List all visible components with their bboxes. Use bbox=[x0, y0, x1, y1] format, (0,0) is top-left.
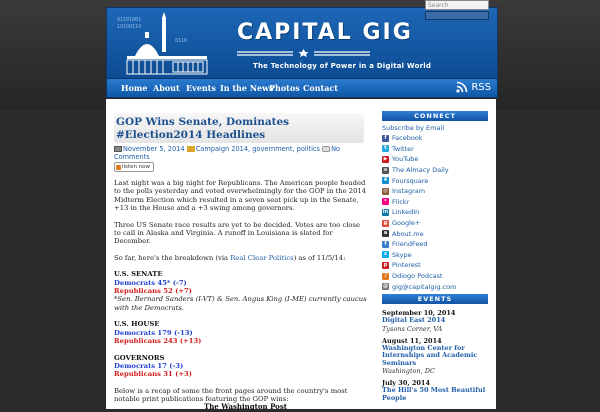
social-link-facebook[interactable] bbox=[382, 133, 490, 144]
friendfeed-icon: f bbox=[382, 241, 389, 248]
breakdown-text: ) as of 11/5/14: bbox=[293, 253, 346, 262]
events-list bbox=[382, 305, 488, 403]
social-link-about-me[interactable] bbox=[382, 228, 490, 239]
event-date: September 10, 2014 bbox=[382, 309, 456, 317]
governors-democrats: Democrats 17 (-3) bbox=[114, 361, 184, 370]
events-heading: EVENTS bbox=[382, 294, 488, 304]
sidebar bbox=[382, 105, 490, 405]
rss-link[interactable] bbox=[456, 81, 491, 93]
social-link-label: Skype bbox=[392, 250, 412, 259]
rss-label: RSS bbox=[471, 81, 491, 93]
post-body bbox=[114, 179, 368, 412]
newspaper-icon: ≡ bbox=[383, 166, 388, 173]
social-link-label: YouTube bbox=[392, 155, 419, 164]
social-link-label: Flickr bbox=[392, 197, 410, 206]
site-tagline: The Technology of Power in a Digital World bbox=[253, 62, 432, 70]
social-link-flickr[interactable] bbox=[382, 197, 490, 208]
subscribe-email-link[interactable]: Subscribe by Email bbox=[382, 124, 445, 132]
foursquare-icon: 4 bbox=[383, 177, 388, 184]
social-link-label: Odiogo Podcast bbox=[392, 272, 443, 281]
search-button[interactable] bbox=[425, 11, 489, 20]
senate-results bbox=[114, 270, 368, 312]
svg-text:0110: 0110 bbox=[175, 38, 188, 44]
senate-republicans: Republicans 52 (+7) bbox=[114, 287, 192, 296]
comment-icon bbox=[322, 146, 330, 152]
social-link-the-almacy-daily[interactable] bbox=[382, 165, 490, 176]
rss-icon bbox=[456, 81, 468, 93]
social-link-label: Pinterest bbox=[392, 261, 421, 270]
nav-item-about[interactable]: About bbox=[153, 83, 180, 93]
event-location: Tysons Corner, VA bbox=[382, 324, 443, 333]
content-area bbox=[106, 99, 496, 409]
breakdown-text: So far, here's the breakdown (via bbox=[114, 253, 231, 262]
site-logo[interactable]: CAPITAL GIG bbox=[237, 20, 413, 45]
main-nav bbox=[106, 78, 498, 98]
social-link-instagram[interactable] bbox=[382, 186, 490, 197]
flickr-icon: • bbox=[383, 198, 388, 205]
capitol-building-logo bbox=[115, 12, 225, 78]
social-link-foursquare[interactable] bbox=[382, 175, 490, 186]
event-location: Washington, DC bbox=[382, 367, 435, 376]
social-link-label: Facebook bbox=[392, 134, 423, 143]
svg-text:01101001: 01101001 bbox=[117, 17, 142, 23]
post-paragraph: Last night was a big night for Republicans. The American people headed to the polls yesterday and voted overwhelmingly for the GOP in the 2014 Midterm Election which resulted in a seven seat pick up in the Senate, +13 in the House and a +3 swing among governors. bbox=[114, 179, 367, 213]
social-link-pinterest[interactable] bbox=[382, 260, 490, 271]
skype-icon: s bbox=[382, 251, 389, 258]
post-meta bbox=[114, 145, 368, 161]
pinterest-icon: p bbox=[383, 261, 388, 268]
event-date: August 11, 2014 bbox=[382, 336, 442, 345]
podcast-icon: ♪ bbox=[383, 272, 388, 279]
social-link-label: LinkedIn bbox=[392, 208, 420, 217]
social-link-friendfeed[interactable] bbox=[382, 239, 490, 250]
social-link-odiogo-podcast[interactable] bbox=[382, 271, 490, 282]
governors-republicans: Republicans 31 (+3) bbox=[114, 370, 192, 379]
svg-text:10100110: 10100110 bbox=[117, 24, 142, 30]
social-links bbox=[382, 133, 490, 292]
house-results bbox=[114, 320, 368, 345]
speaker-icon bbox=[116, 165, 121, 170]
social-link-label: Foursquare bbox=[392, 176, 429, 185]
house-heading: U.S. HOUSE bbox=[114, 320, 160, 329]
post-paragraph bbox=[114, 254, 368, 262]
social-link-label: FriendFeed bbox=[392, 240, 428, 249]
folder-icon bbox=[187, 146, 195, 152]
listen-now-label: listen now bbox=[122, 164, 151, 170]
event-title-link[interactable]: The Hill's 50 Most Beautiful People bbox=[382, 386, 486, 402]
linkedin-icon: in bbox=[382, 208, 389, 215]
senate-heading: U.S. SENATE bbox=[114, 270, 163, 279]
googleplus-icon: g bbox=[383, 219, 388, 226]
event-title-link[interactable]: Washington Center for Internships and Academic Seminars bbox=[382, 343, 478, 367]
social-link-skype[interactable] bbox=[382, 250, 490, 261]
senate-note: *Sen. Bernard Sanders (I-VT) & Sen. Angus King (I-ME) currently caucus with the Democrats. bbox=[114, 295, 367, 312]
post-paragraph: Below is a recap of some the front pages around the country's most notable print publications featuring the GOP wins: bbox=[114, 386, 348, 404]
social-link-label: Twitter bbox=[392, 144, 414, 153]
house-democrats: Democrats 179 (-13) bbox=[114, 328, 193, 337]
main-column bbox=[114, 105, 376, 411]
star-divider bbox=[237, 49, 370, 57]
social-link-google-[interactable] bbox=[382, 218, 490, 229]
social-link-label: Instagram bbox=[392, 187, 426, 196]
real-clear-politics-link[interactable]: Real Clear Politics bbox=[230, 253, 294, 262]
facebook-icon: f bbox=[382, 135, 389, 142]
nav-item-in-the-news[interactable]: In the News bbox=[220, 83, 274, 93]
email-icon: @ bbox=[383, 283, 388, 290]
calendar-icon bbox=[114, 146, 122, 152]
social-link-linkedin[interactable] bbox=[382, 207, 490, 218]
post-title[interactable]: GOP Wins Senate, Dominates #Election2014 Headlines bbox=[116, 116, 290, 141]
twitter-icon: t bbox=[382, 145, 389, 152]
aboutme-icon: a bbox=[383, 230, 388, 237]
nav-item-home[interactable]: Home bbox=[121, 83, 148, 93]
social-link-label: About.me bbox=[392, 229, 424, 238]
social-link-twitter[interactable] bbox=[382, 144, 490, 155]
post-paragraph: Three US Senate race results are yet to be decided. Votes are too close to call in Alaska and Virginia. A runoff in Louisiana is slated for December. bbox=[114, 220, 360, 246]
nav-item-events[interactable]: Events bbox=[186, 83, 216, 93]
social-link-label: The Almacy Daily bbox=[392, 166, 449, 175]
instagram-icon: ◎ bbox=[383, 187, 388, 194]
connect-heading: CONNECT bbox=[382, 111, 488, 121]
governor-results bbox=[114, 354, 368, 379]
governors-heading: GOVERNORS bbox=[114, 353, 165, 362]
social-link-label: gig@capitalgig.com bbox=[392, 282, 457, 291]
house-republicans: Republicans 243 (+13) bbox=[114, 337, 202, 346]
washington-post-caption: The Washington Post bbox=[204, 402, 287, 411]
post-comments-link[interactable]: No Comments bbox=[114, 145, 341, 161]
event-title-link[interactable]: Digital East 2014 bbox=[382, 316, 446, 324]
search-input[interactable]: Search bbox=[425, 0, 489, 10]
social-link-label: Google+ bbox=[392, 219, 421, 228]
event-date: July 30, 2014 bbox=[382, 379, 430, 388]
nav-item-contact[interactable]: Contact bbox=[303, 83, 338, 93]
listen-now-button[interactable] bbox=[114, 162, 154, 172]
post-categories[interactable]: Campaign 2014, government, politics bbox=[195, 145, 320, 153]
social-link-youtube[interactable] bbox=[382, 154, 490, 165]
nav-item-photos[interactable]: Photos bbox=[269, 83, 300, 93]
senate-democrats: Democrats 45* (-7) bbox=[114, 278, 187, 287]
post-date: November 5, 2014 bbox=[123, 145, 185, 153]
youtube-icon: ▶ bbox=[383, 155, 388, 162]
social-link-gig-capitalgig-com[interactable] bbox=[382, 281, 490, 292]
